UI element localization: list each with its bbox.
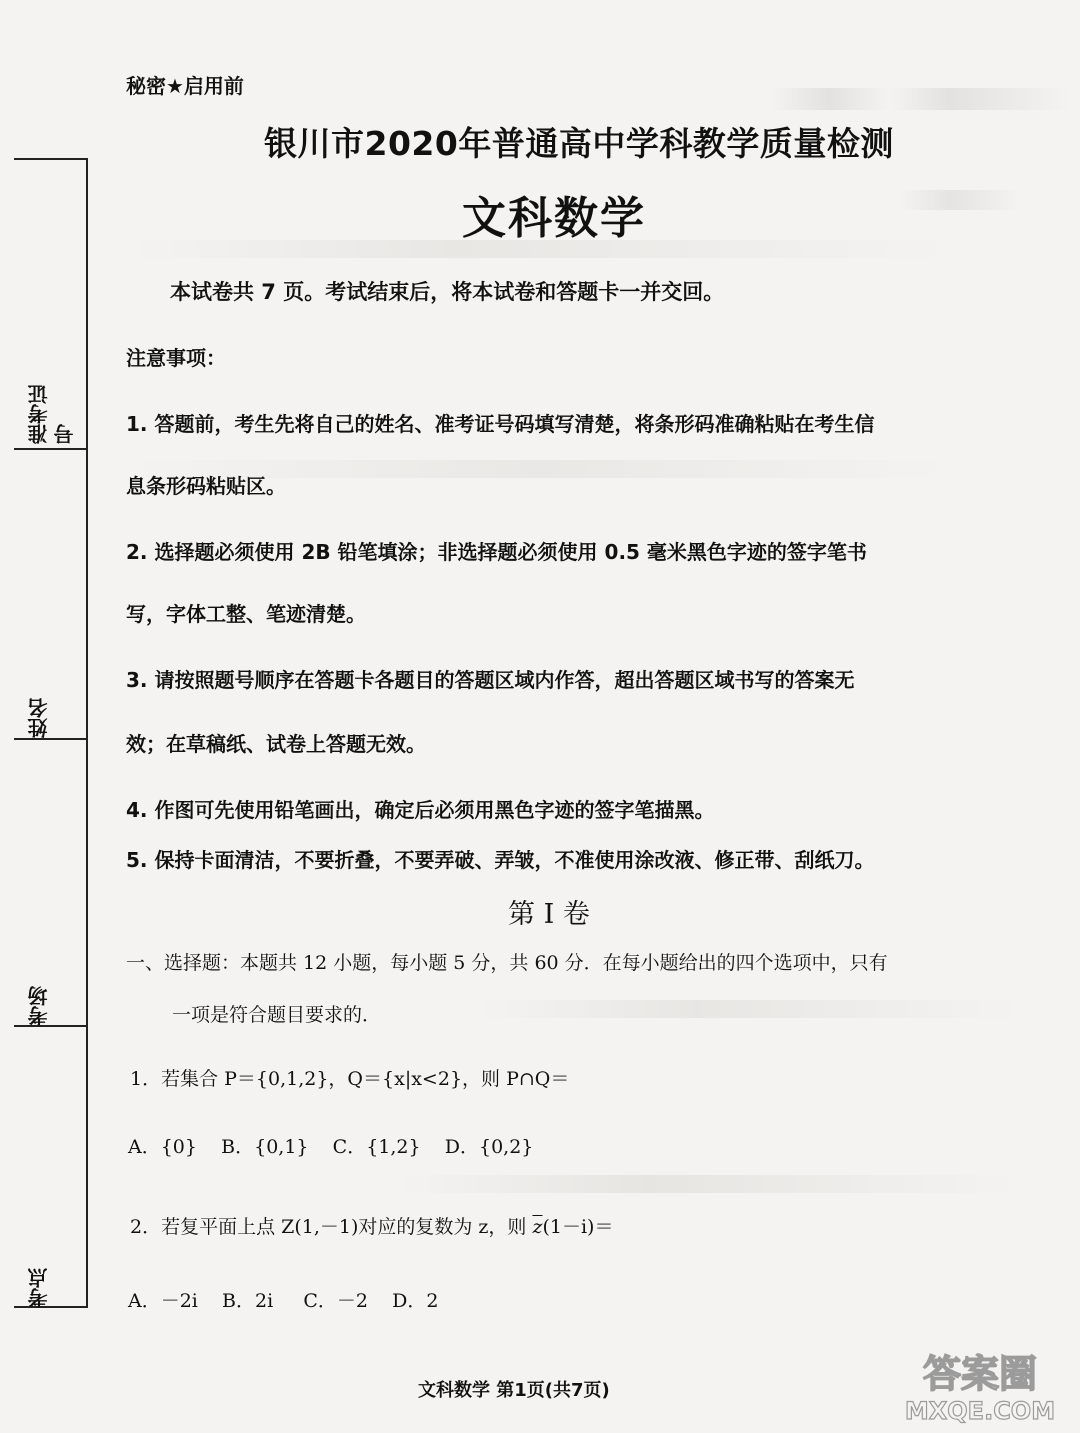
question-2-stem — [130, 1212, 613, 1239]
margin-divider — [14, 738, 88, 740]
question-2-stem-suffix: (1－i)＝ — [542, 1216, 614, 1238]
bleed-through-text — [770, 88, 1070, 110]
margin-field-exam-number: 准考证号 — [27, 384, 77, 444]
margin-field-exam-site: 考点 — [27, 1268, 51, 1308]
watermark-logo — [890, 1339, 1070, 1429]
notes-heading: 注意事项： — [126, 346, 226, 370]
note-line: 3. 请按照题号顺序在答题卡各题目的答题区域内作答，超出答题区域书写的答案无 — [126, 668, 855, 692]
question-1-stem: 1．若集合 P＝{0,1,2}，Q＝{x|x<2}，则 P∩Q＝ — [130, 1068, 570, 1090]
volume-label: 第 I 卷 — [508, 899, 590, 930]
section-intro-line: 一项是符合题目要求的． — [172, 1004, 382, 1026]
svg-text:MXQE.COM: MXQE.COM — [904, 1397, 1056, 1425]
question-2-options: A．－2i B．2i C．－2 D．2 — [128, 1290, 439, 1312]
intro-text: 本试卷共 7 页。考试结束后，将本试卷和答题卡一并交回。 — [170, 280, 725, 304]
margin-divider — [14, 158, 88, 160]
binding-margin — [0, 0, 100, 1433]
note-line: 1. 答题前，考生先将自己的姓名、准考证号码填写清楚，将条形码准确粘贴在考生信 — [126, 412, 875, 436]
note-line: 效；在草稿纸、试卷上答题无效。 — [126, 732, 426, 756]
question-2-stem-prefix: 2．若复平面上点 Z(1,－1)对应的复数为 z，则 — [130, 1216, 533, 1238]
section-intro-line: 一、选择题：本题共 12 小题，每小题 5 分，共 60 分．在每小题给出的四个选项中，只有 — [126, 952, 888, 974]
bleed-through-text — [900, 190, 1070, 210]
margin-field-exam-room: 考场 — [27, 986, 51, 1026]
question-1-options: A．{0} B．{0,1} C．{1,2} D．{0,2} — [128, 1136, 534, 1158]
exam-title: 银川市2020年普通高中学科教学质量检测 — [264, 124, 894, 163]
note-line: 写，字体工整、笔迹清楚。 — [126, 602, 366, 626]
bleed-through-text — [400, 1175, 1020, 1193]
conjugate-z: $\overline{z}$ — [532, 1216, 543, 1238]
svg-text:答案圈: 答案圈 — [922, 1352, 1038, 1396]
note-line: 5. 保持卡面清洁，不要折叠，不要弄破、弄皱，不准使用涂改液、修正带、刮纸刀。 — [126, 848, 875, 872]
bleed-through-text — [480, 1000, 1020, 1018]
note-line: 4. 作图可先使用铅笔画出，确定后必须用黑色字迹的签字笔描黑。 — [126, 798, 715, 822]
note-line: 2. 选择题必须使用 2B 铅笔填涂；非选择题必须使用 0.5 毫米黑色字迹的签字笔书 — [126, 540, 867, 564]
page-footer: 文科数学 第1页(共7页) — [418, 1380, 610, 1401]
secret-label: 秘密★启用前 — [126, 74, 244, 98]
margin-divider — [14, 448, 88, 450]
subject-title: 文科数学 — [462, 193, 646, 244]
note-line: 息条形码粘贴区。 — [126, 474, 286, 498]
watermark-graphic — [890, 1339, 1070, 1429]
margin-line — [86, 158, 88, 1308]
margin-field-name: 姓名 — [27, 698, 51, 738]
